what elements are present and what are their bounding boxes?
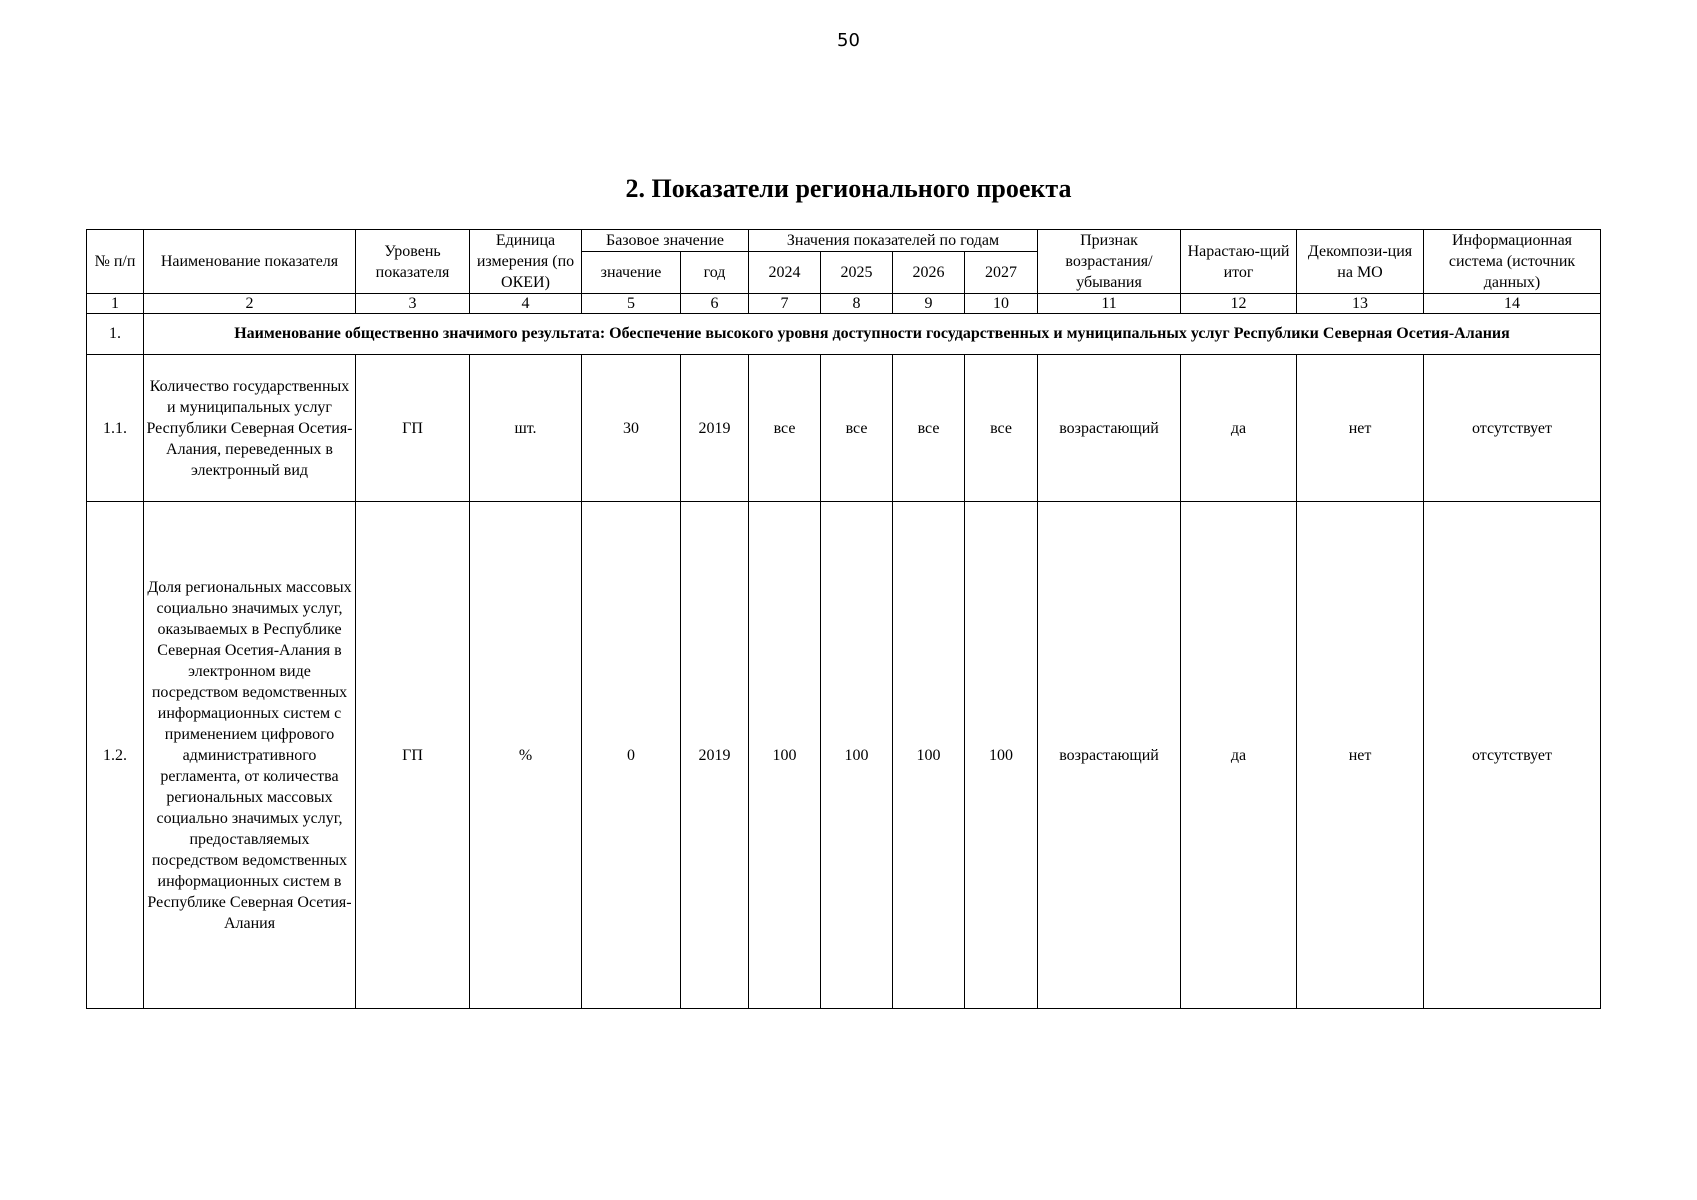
header-years-group: Значения показателей по годам	[749, 230, 1038, 252]
header-year-2024: 2024	[749, 252, 821, 294]
row-unit: %	[470, 502, 582, 1009]
row-value-2025: 100	[821, 502, 893, 1009]
row-value-2027: все	[965, 355, 1038, 502]
row-value-2027: 100	[965, 502, 1038, 1009]
column-number: 1	[87, 294, 144, 314]
header-unit: Единица измерения (по ОКЕИ)	[470, 230, 582, 294]
row-info-system: отсутствует	[1424, 502, 1601, 1009]
row-num: 1.2.	[87, 502, 144, 1009]
row-trend: возрастающий	[1038, 502, 1181, 1009]
row-cumulative: да	[1181, 355, 1297, 502]
column-number: 3	[356, 294, 470, 314]
column-number: 5	[582, 294, 681, 314]
row-level: ГП	[356, 355, 470, 502]
column-number: 8	[821, 294, 893, 314]
row-unit: шт.	[470, 355, 582, 502]
column-number: 9	[893, 294, 965, 314]
row-indicator-name: Доля региональных массовых социально значимых услуг, оказываемых в Республике Северная Осетия-Алания в электронном виде посредством ведомственных информационных систем с применением цифрового административного регламента, от количества региональных массовых социально значимых услуг, предоставляемых посредством ведомственных информационных систем в Республике Северная Осетия-Алания	[144, 502, 356, 1009]
header-cumulative: Нарастаю-щий итог	[1181, 230, 1297, 294]
page-number: 50	[837, 30, 860, 51]
row-value-2024: все	[749, 355, 821, 502]
column-number: 2	[144, 294, 356, 314]
column-number: 12	[1181, 294, 1297, 314]
header-year-2027: 2027	[965, 252, 1038, 294]
header-year-2025: 2025	[821, 252, 893, 294]
table-row	[87, 502, 1601, 1009]
row-base-value: 0	[582, 502, 681, 1009]
row-decomposition: нет	[1297, 355, 1424, 502]
header-name: Наименование показателя	[144, 230, 356, 294]
column-number: 14	[1424, 294, 1601, 314]
column-number: 11	[1038, 294, 1181, 314]
row-decomposition: нет	[1297, 502, 1424, 1009]
column-numbers-row	[87, 294, 1601, 314]
row-level: ГП	[356, 502, 470, 1009]
row-value-2025: все	[821, 355, 893, 502]
row-trend: возрастающий	[1038, 355, 1181, 502]
header-trend: Признак возрастания/ убывания	[1038, 230, 1181, 294]
header-row-top	[87, 230, 1601, 252]
column-number: 4	[470, 294, 582, 314]
header-base-group: Базовое значение	[582, 230, 749, 252]
column-number: 13	[1297, 294, 1424, 314]
header-base-value: значение	[582, 252, 681, 294]
column-number: 10	[965, 294, 1038, 314]
column-number: 7	[749, 294, 821, 314]
row-base-value: 30	[582, 355, 681, 502]
row-value-2024: 100	[749, 502, 821, 1009]
section-row	[87, 314, 1601, 355]
table-row	[87, 355, 1601, 502]
row-base-year: 2019	[681, 355, 749, 502]
row-value-2026: 100	[893, 502, 965, 1009]
header-level: Уровень показателя	[356, 230, 470, 294]
header-info-system: Информационная система (источник данных)	[1424, 230, 1601, 294]
row-indicator-name: Количество государственных и муниципальных услуг Республики Северная Осетия-Алания, переведенных в электронный вид	[144, 355, 356, 502]
row-cumulative: да	[1181, 502, 1297, 1009]
section-heading: Наименование общественно значимого результата: Обеспечение высокого уровня доступности государственных и муниципальных услуг Республики Северная Осетия-Алания	[144, 314, 1601, 355]
header-num: № п/п	[87, 230, 144, 294]
header-base-year: год	[681, 252, 749, 294]
section-num: 1.	[87, 314, 144, 355]
header-decomposition: Декомпози-ция на МО	[1297, 230, 1424, 294]
row-value-2026: все	[893, 355, 965, 502]
section-title: 2. Показатели регионального проекта	[625, 174, 1072, 203]
column-number: 6	[681, 294, 749, 314]
header-year-2026: 2026	[893, 252, 965, 294]
row-info-system: отсутствует	[1424, 355, 1601, 502]
row-base-year: 2019	[681, 502, 749, 1009]
row-num: 1.1.	[87, 355, 144, 502]
indicators-table	[86, 229, 1601, 1009]
